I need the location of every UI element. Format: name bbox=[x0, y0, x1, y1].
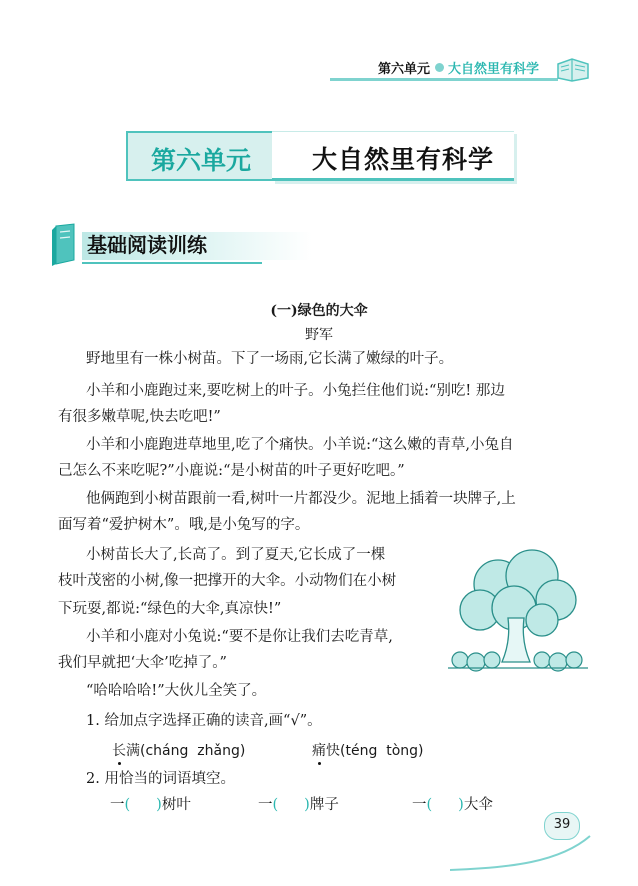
unit-banner-unit: 第六单元 bbox=[150, 146, 251, 175]
story-line: 面写着“爱护树木”。哦,是小兔写的字。 bbox=[58, 517, 310, 533]
header-topic: 大自然里有科学 bbox=[448, 62, 540, 77]
story-line: 野地里有一株小树苗。下了一场雨,它长满了嫩绿的叶子。 bbox=[86, 351, 454, 367]
question-2: 2. 用恰当的词语填空。 bbox=[86, 771, 235, 787]
q2-blank-2[interactable]: 一( )牌子 bbox=[258, 797, 339, 813]
tree-illustration bbox=[446, 544, 590, 674]
story-line: 他俩跑到小树苗跟前一看,树叶一片都没少。泥地上插着一块牌子,上 bbox=[86, 491, 516, 507]
story-line: 我们早就把‘大伞’吃掉了。” bbox=[58, 655, 227, 671]
q1-item1-rest: 满 bbox=[126, 743, 140, 759]
page-number-badge bbox=[544, 812, 580, 840]
unit-banner-title-box bbox=[272, 131, 514, 181]
story-line: 下玩耍,都说:“绿色的大伞,真凉快!” bbox=[58, 601, 282, 617]
story-line: 有很多嫩草呢,快去吃吧!” bbox=[58, 409, 221, 425]
story-line: 小树苗长大了,长高了。到了夏天,它长成了一棵 bbox=[86, 547, 386, 563]
section-title: 基础阅读训练 bbox=[87, 233, 207, 257]
question-1: 1. 给加点字选择正确的读音,画“√”。 bbox=[86, 713, 322, 729]
story-line: 己怎么不来吃呢?”小鹿说:“是小树苗的叶子更好吃吧。” bbox=[58, 463, 405, 479]
story-author: 野军 bbox=[305, 327, 333, 343]
unit-banner bbox=[126, 131, 514, 181]
story-title: (一)绿色的大伞 bbox=[270, 303, 368, 319]
header-unit: 第六单元 bbox=[378, 62, 431, 77]
section-underline bbox=[82, 262, 262, 264]
unit-banner-title: 大自然里有科学 bbox=[311, 145, 494, 174]
q1-item2-rest: 快 bbox=[326, 743, 340, 759]
q1-item2-char: 痛 bbox=[312, 743, 326, 759]
book-icon bbox=[556, 56, 590, 82]
q1-item2-options[interactable]: téng tòng bbox=[345, 743, 419, 759]
story-line: 小羊和小鹿跑进草地里,吃了个痛快。小羊说:“这么嫩的青草,小兔自 bbox=[86, 437, 514, 453]
unit-banner-label bbox=[126, 131, 276, 181]
q2-blank-1[interactable]: 一( )树叶 bbox=[110, 797, 191, 813]
q1-item-2: 痛快(téng tòng) bbox=[312, 743, 424, 759]
q1-item1-char: 长 bbox=[112, 743, 126, 759]
header-rule bbox=[330, 78, 558, 81]
page-number: 39 bbox=[553, 817, 571, 832]
story-line: 枝叶茂密的小树,像一把撑开的大伞。小动物们在小树 bbox=[58, 573, 397, 589]
story-line: 小羊和小鹿对小兔说:“要不是你让我们去吃青草, bbox=[86, 629, 393, 645]
running-header bbox=[378, 58, 539, 77]
page-corner-decoration bbox=[450, 832, 600, 872]
story-line: 小羊和小鹿跑过来,要吃树上的叶子。小兔拦住他们说:“别吃! 那边 bbox=[86, 383, 505, 399]
section-book-icon bbox=[50, 222, 80, 266]
story-line: “哈哈哈哈!”大伙儿全笑了。 bbox=[86, 683, 267, 699]
q1-item1-options[interactable]: cháng zhǎng bbox=[145, 743, 240, 759]
header-dot-icon bbox=[435, 63, 444, 72]
q1-item-1: 长满(cháng zhǎng) bbox=[112, 743, 246, 759]
q2-blank-3[interactable]: 一( )大伞 bbox=[412, 797, 493, 813]
